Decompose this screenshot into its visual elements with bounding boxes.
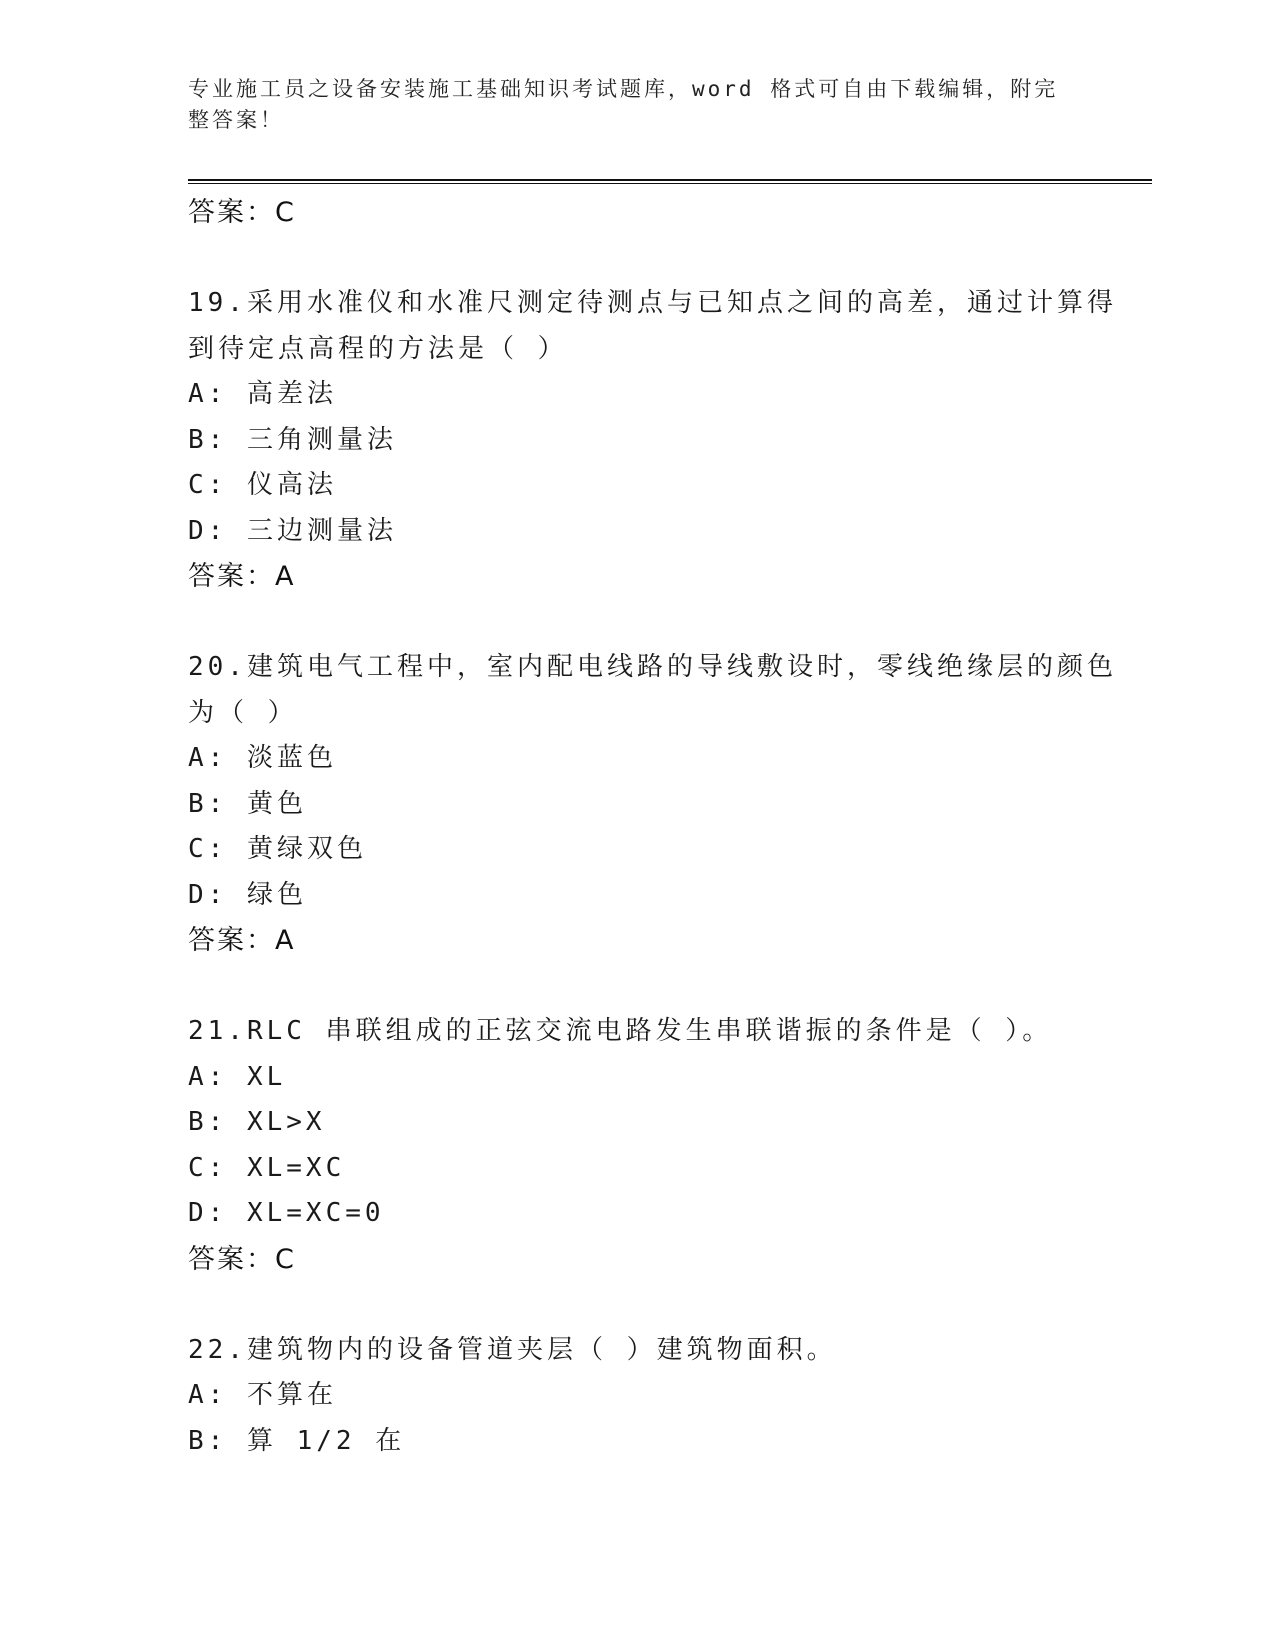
spacer bbox=[188, 236, 1088, 282]
question-stem: 19.采用水准仪和水准尺测定待测点与已知点之间的高差，通过计算得 bbox=[188, 288, 1117, 318]
answer-line: 答案：A bbox=[188, 925, 296, 956]
answer-line: 答案：C bbox=[188, 197, 296, 228]
option-a: A: XL bbox=[188, 1061, 287, 1092]
option-a: A: 不算在 bbox=[188, 1380, 337, 1410]
option-a: A: 淡蓝色 bbox=[188, 743, 337, 773]
header-divider-thin bbox=[188, 183, 1152, 184]
option-c: C: 黄绿双色 bbox=[188, 834, 367, 864]
option-d: D: XL=XC=0 bbox=[188, 1198, 385, 1228]
option-b: B: 三角测量法 bbox=[188, 424, 397, 455]
answer-line: 答案：A bbox=[188, 561, 296, 592]
question-21 bbox=[188, 1009, 1088, 1282]
question-stem: 为（ ） bbox=[188, 697, 298, 728]
header-divider-thick bbox=[188, 179, 1152, 181]
option-a: A: 高差法 bbox=[188, 379, 337, 409]
header-line-2: 整答案！ bbox=[188, 108, 284, 132]
question-stem: 22.建筑物内的设备管道夹层（ ）建筑物面积。 bbox=[188, 1334, 837, 1365]
question-19 bbox=[188, 281, 1117, 600]
option-b: B: 黄色 bbox=[188, 788, 307, 819]
question-list bbox=[188, 190, 1117, 1464]
spacer bbox=[188, 600, 1088, 646]
spacer bbox=[188, 964, 1088, 1010]
option-c: C: 仪高法 bbox=[188, 470, 337, 500]
spacer bbox=[188, 1282, 1088, 1328]
question-stem: 21.RLC 串联组成的正弦交流电路发生串联谐振的条件是（ ）。 bbox=[188, 1016, 1053, 1046]
option-d: D: 三边测量法 bbox=[188, 515, 397, 546]
document-header bbox=[188, 74, 1068, 136]
question-22 bbox=[188, 1328, 1088, 1465]
header-line-1: 专业施工员之设备安装施工基础知识考试题库，word 格式可自由下载编辑，附完 bbox=[188, 77, 1059, 101]
question-20 bbox=[188, 645, 1117, 964]
option-b: B: 算 1/2 在 bbox=[188, 1425, 406, 1456]
question-stem: 到待定点高程的方法是（ ） bbox=[188, 333, 568, 364]
question-stem: 20.建筑电气工程中，室内配电线路的导线敷设时，零线绝缘层的颜色 bbox=[188, 652, 1117, 682]
answer-line: 答案：C bbox=[188, 1243, 296, 1275]
option-d: D: 绿色 bbox=[188, 879, 307, 910]
option-b: B: XL>X bbox=[188, 1107, 326, 1137]
option-c: C: XL=XC bbox=[188, 1152, 346, 1183]
